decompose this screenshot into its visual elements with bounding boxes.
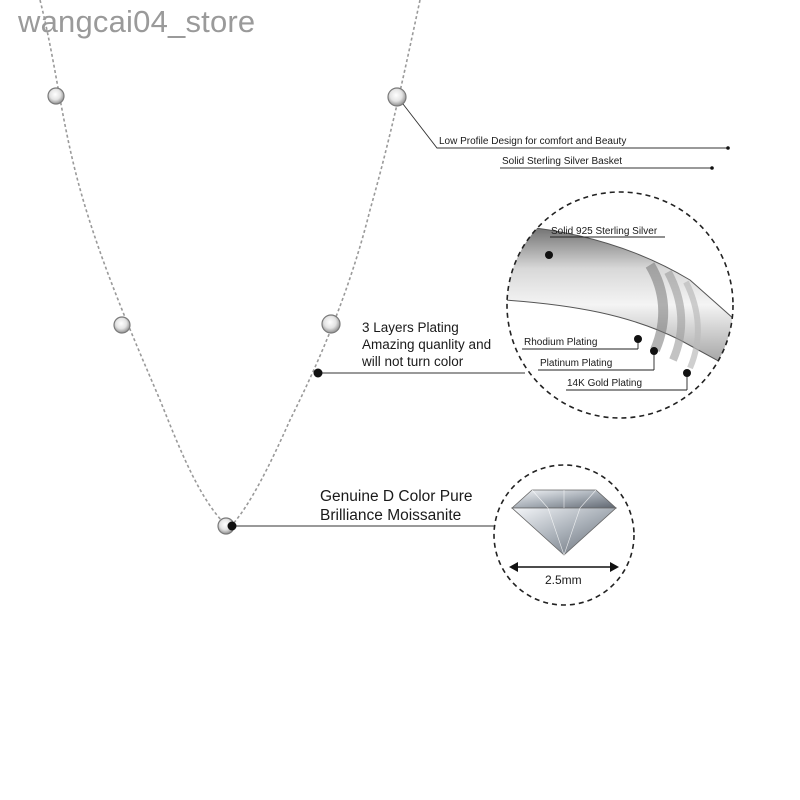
- watermark-text: wangcai04_store: [18, 4, 256, 39]
- callout-stone-line1: Genuine D Color Pure: [320, 488, 473, 505]
- bezel-stone: [322, 315, 340, 333]
- callout-low-profile: Low Profile Design for comfort and Beauty: [439, 136, 627, 147]
- layer-platinum-label: Platinum Plating: [540, 358, 613, 369]
- bezel-stone: [114, 317, 130, 333]
- bezel-stones: [48, 88, 406, 534]
- bezel-stone: [388, 88, 406, 106]
- layer-gold-label: 14K Gold Plating: [567, 378, 643, 389]
- stone-size-label: 2.5mm: [545, 573, 582, 587]
- layer-silver-label: Solid 925 Sterling Silver: [551, 226, 658, 237]
- callout-basket: Solid Sterling Silver Basket: [502, 156, 623, 167]
- callout-plating-line2: Amazing quanlity and: [362, 337, 492, 352]
- bezel-stone: [48, 88, 64, 104]
- layer-rhodium-label: Rhodium Plating: [524, 337, 598, 348]
- chain: [40, 0, 420, 525]
- callout-plating-line3: will not turn color: [362, 354, 464, 369]
- callout-stone-line2: Brilliance Moissanite: [320, 507, 462, 524]
- callout-plating-line1: 3 Layers Plating: [362, 320, 459, 335]
